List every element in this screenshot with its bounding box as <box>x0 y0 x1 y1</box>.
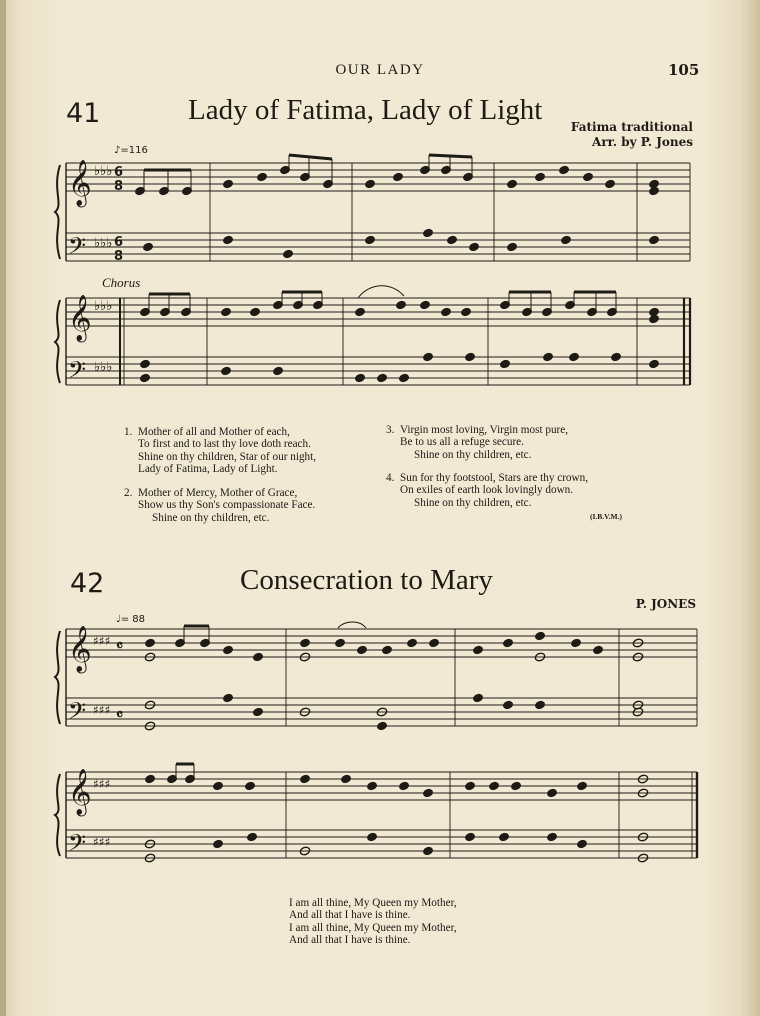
refrain-line: And all that I have is thine. <box>289 909 411 922</box>
hymn-41-credit-arranger: Arr. by P. Jones <box>592 135 693 149</box>
running-head: OUR LADY <box>335 62 425 78</box>
svg-text:♯♯♯: ♯♯♯ <box>93 777 111 791</box>
refrain-line: And all that I have is thine. <box>289 934 411 947</box>
verse-number: 2. <box>124 487 133 499</box>
verse-line: Mother of all and Mother of each, <box>138 426 290 438</box>
verse-line: Lady of Fatima, Lady of Light. <box>138 463 278 476</box>
svg-text:𝄞: 𝄞 <box>68 769 92 815</box>
svg-text:𝄞: 𝄞 <box>68 160 92 206</box>
hymn-41-title: Lady of Fatima, Lady of Light <box>188 94 543 126</box>
verse-number: 4. <box>386 472 395 484</box>
verse-line: Show us thy Son's compassionate Face. <box>138 499 316 512</box>
eighth-note-icon: ♪ <box>114 145 121 156</box>
svg-text:♭♭♭: ♭♭♭ <box>94 299 113 314</box>
svg-text:♭♭♭: ♭♭♭ <box>94 360 113 375</box>
hymn-41-tempo-value: =116 <box>120 145 148 156</box>
hymn-42-title: Consecration to Mary <box>240 564 493 596</box>
refrain-line: I am all thine, My Queen my Mother, <box>289 921 457 934</box>
verse-line: Shine on thy children, etc. <box>414 448 532 461</box>
hymn-41-credit-tune: Fatima traditional <box>570 120 693 134</box>
svg-text:𝄞: 𝄞 <box>68 295 92 341</box>
refrain-line: I am all thine, My Queen my Mother, <box>289 897 457 909</box>
svg-text:𝄢: 𝄢 <box>68 232 87 265</box>
svg-text:6: 6 <box>114 165 124 180</box>
staff-lines <box>66 163 697 858</box>
verse-number: 3. <box>386 424 395 436</box>
svg-text:𝄴: 𝄴 <box>116 636 124 655</box>
svg-text:𝄢: 𝄢 <box>68 356 87 389</box>
verse-line: Virgin most loving, Virgin most pure, <box>400 424 569 436</box>
quarter-note-icon: ♩ <box>116 614 121 625</box>
svg-text:𝄢: 𝄢 <box>68 829 87 862</box>
hymn-41-chorus-label: Chorus <box>102 275 141 290</box>
verse-line: To first and to last thy love doth reach. <box>138 438 311 451</box>
verse-line: On exiles of earth look lovingly down. <box>400 484 574 497</box>
svg-text:𝄢: 𝄢 <box>68 697 87 730</box>
svg-text:8: 8 <box>114 179 124 194</box>
svg-text:♭♭♭: ♭♭♭ <box>94 236 113 251</box>
svg-text:6: 6 <box>114 235 124 250</box>
svg-text:♯♯♯: ♯♯♯ <box>93 703 111 717</box>
hymn-41-number: 41 <box>66 98 101 129</box>
verse-line: Be to us all a refuge secure. <box>400 436 524 449</box>
hymn-41-attribution: (I.B.V.M.) <box>590 512 622 521</box>
svg-text:♭♭♭: ♭♭♭ <box>94 164 113 179</box>
hymn-42-credit: P. JONES <box>635 597 696 611</box>
verse-number: 1. <box>124 426 133 438</box>
hymn-42-number: 42 <box>70 568 105 599</box>
svg-text:𝄞: 𝄞 <box>68 626 92 672</box>
verse-line: Sun for thy footstool, Stars are thy crown, <box>400 472 588 484</box>
svg-text:♯♯♯: ♯♯♯ <box>93 634 111 648</box>
hymn-42-tempo-value: = 88 <box>120 614 146 625</box>
verse-line: Mother of Mercy, Mother of Grace, <box>138 487 298 499</box>
svg-text:𝄴: 𝄴 <box>116 705 124 724</box>
verse-line: Shine on thy children, etc. <box>414 496 532 509</box>
verse-line: Shine on thy children, Star of our night, <box>138 450 317 463</box>
svg-text:♯♯♯: ♯♯♯ <box>93 835 111 849</box>
page-number: 105 <box>668 61 700 79</box>
svg-text:8: 8 <box>114 249 124 264</box>
verse-line: Shine on thy children, etc. <box>152 511 270 524</box>
